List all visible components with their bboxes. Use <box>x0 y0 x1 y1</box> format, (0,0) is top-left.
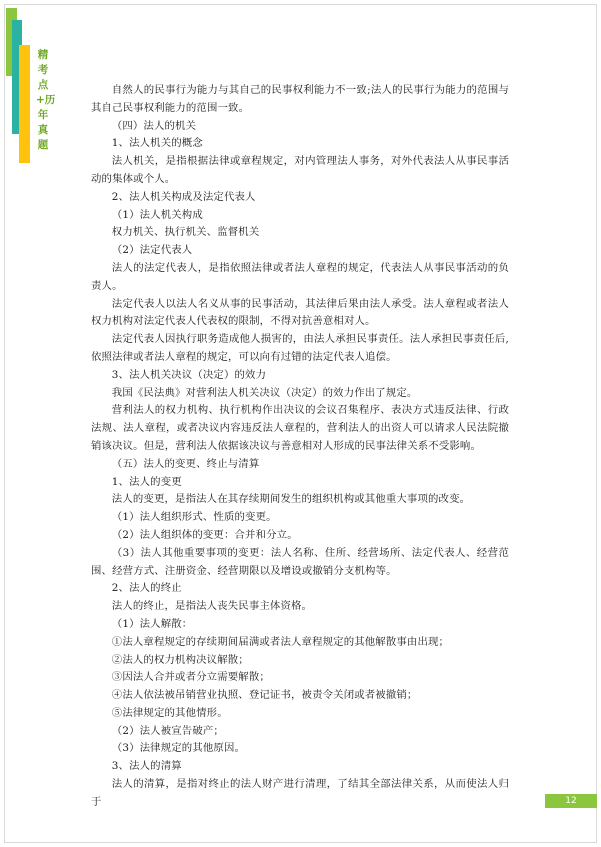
subheading: （2）法定代表人 <box>111 244 193 257</box>
list-item: （2）法人被宣告破产； <box>111 724 224 737</box>
paragraph: 法人的变更，是指法人在其存续期间发生的组织机构或其他重大事项的改变。 <box>111 493 471 506</box>
paragraph: 我国《民法典》对营利法人机关决议（决定）的效力作出了规定。 <box>111 386 418 399</box>
list-item: （3）法律规定的其他原因。 <box>111 742 246 755</box>
subheading: 1、法人机关的概念 <box>111 137 203 150</box>
paragraph: 法人机关，是指根据法律或章程规定，对内管理法人事务，对外代表法人从事民事活动的集体或个人。 <box>91 155 509 185</box>
paragraph: 法人的法定代表人，是指依照法律或者法人章程的规定，代表法人从事民事活动的负责人。 <box>91 261 509 292</box>
subheading: 2、法人的终止 <box>111 582 182 595</box>
page-number: 12 <box>545 794 597 808</box>
list-item: ①法人章程规定的存续期间届满或者法人章程规定的其他解散事由出现； <box>111 635 450 648</box>
subheading: 3、法人的清算 <box>111 760 182 773</box>
subheading: 3、法人机关决议（决定）的效力 <box>111 368 267 381</box>
section-heading: （四）法人的机关 <box>111 119 197 132</box>
paragraph: 法人的清算，是指对终止的法人财产进行清理，了结其全部法律关系，从而使法人归于 <box>91 778 509 808</box>
document-body <box>91 82 509 812</box>
list-item: ⑤法律规定的其他情形。 <box>111 706 228 719</box>
list-item: （1）法人组织形式、性质的变更。 <box>111 511 277 524</box>
decor-bar-yellow <box>19 45 30 163</box>
paragraph: 法定代表人因执行职务造成他人损害的，由法人承担民事责任。法人承担民事责任后,依照法律或者法人章程的规定，可以向有过错的法定代表人追偿。 <box>91 333 509 363</box>
subheading: 2、法人机关构成及法定代表人 <box>111 190 256 203</box>
list-item: （1）法人解散： <box>111 617 193 630</box>
section-heading: （五）法人的变更、终止与清算 <box>111 457 260 470</box>
paragraph: 法人的终止，是指法人丧失民事主体资格。 <box>111 600 313 613</box>
paragraph: 权力机关、执行机关、监督机关 <box>111 226 260 239</box>
paragraph: 营利法人的权力机构、执行机构作出决议的会议召集程序、表决方式违反法律、行政法规、法人章程，或者决议内容违反法人章程的，营利法人的出资人可以请求人民法院撤销该决议。但是，营利法人依据该决议与善意相对人形成的民事法律关系不受影响。 <box>91 404 509 452</box>
list-item: ②法人的权力机构决议解散； <box>111 653 249 666</box>
paragraph: 法定代表人以法人名义从事的民事活动，其法律后果由法人承受。法人章程或者法人权力机构对法定代表人代表权的限制，不得对抗善意相对人。 <box>91 297 509 328</box>
list-item: ③因法人合并或者分立需要解散； <box>111 671 270 684</box>
subheading: （1）法人机关构成 <box>111 208 203 221</box>
sidebar-title: 精考点+历年真题 <box>36 49 56 151</box>
list-item: ④法人依法被吊销营业执照、登记证书，被责令关闭或者被撤销； <box>111 689 418 702</box>
subheading: 1、法人的变更 <box>111 475 182 488</box>
list-item: （3）法人其他重要事项的变更：法人名称、住所、经营场所、法定代表人、经营范围、经营方式、注册资金、经营期限以及增设或撤销分支机构等。 <box>91 546 509 577</box>
list-item: （2）法人组织体的变更：合并和分立。 <box>111 528 298 541</box>
paragraph: 自然人的民事行为能力与其自己的民事权利能力不一致;法人的民事行为能力的范围与其自己民事权利能力的范围一致。 <box>91 84 509 114</box>
